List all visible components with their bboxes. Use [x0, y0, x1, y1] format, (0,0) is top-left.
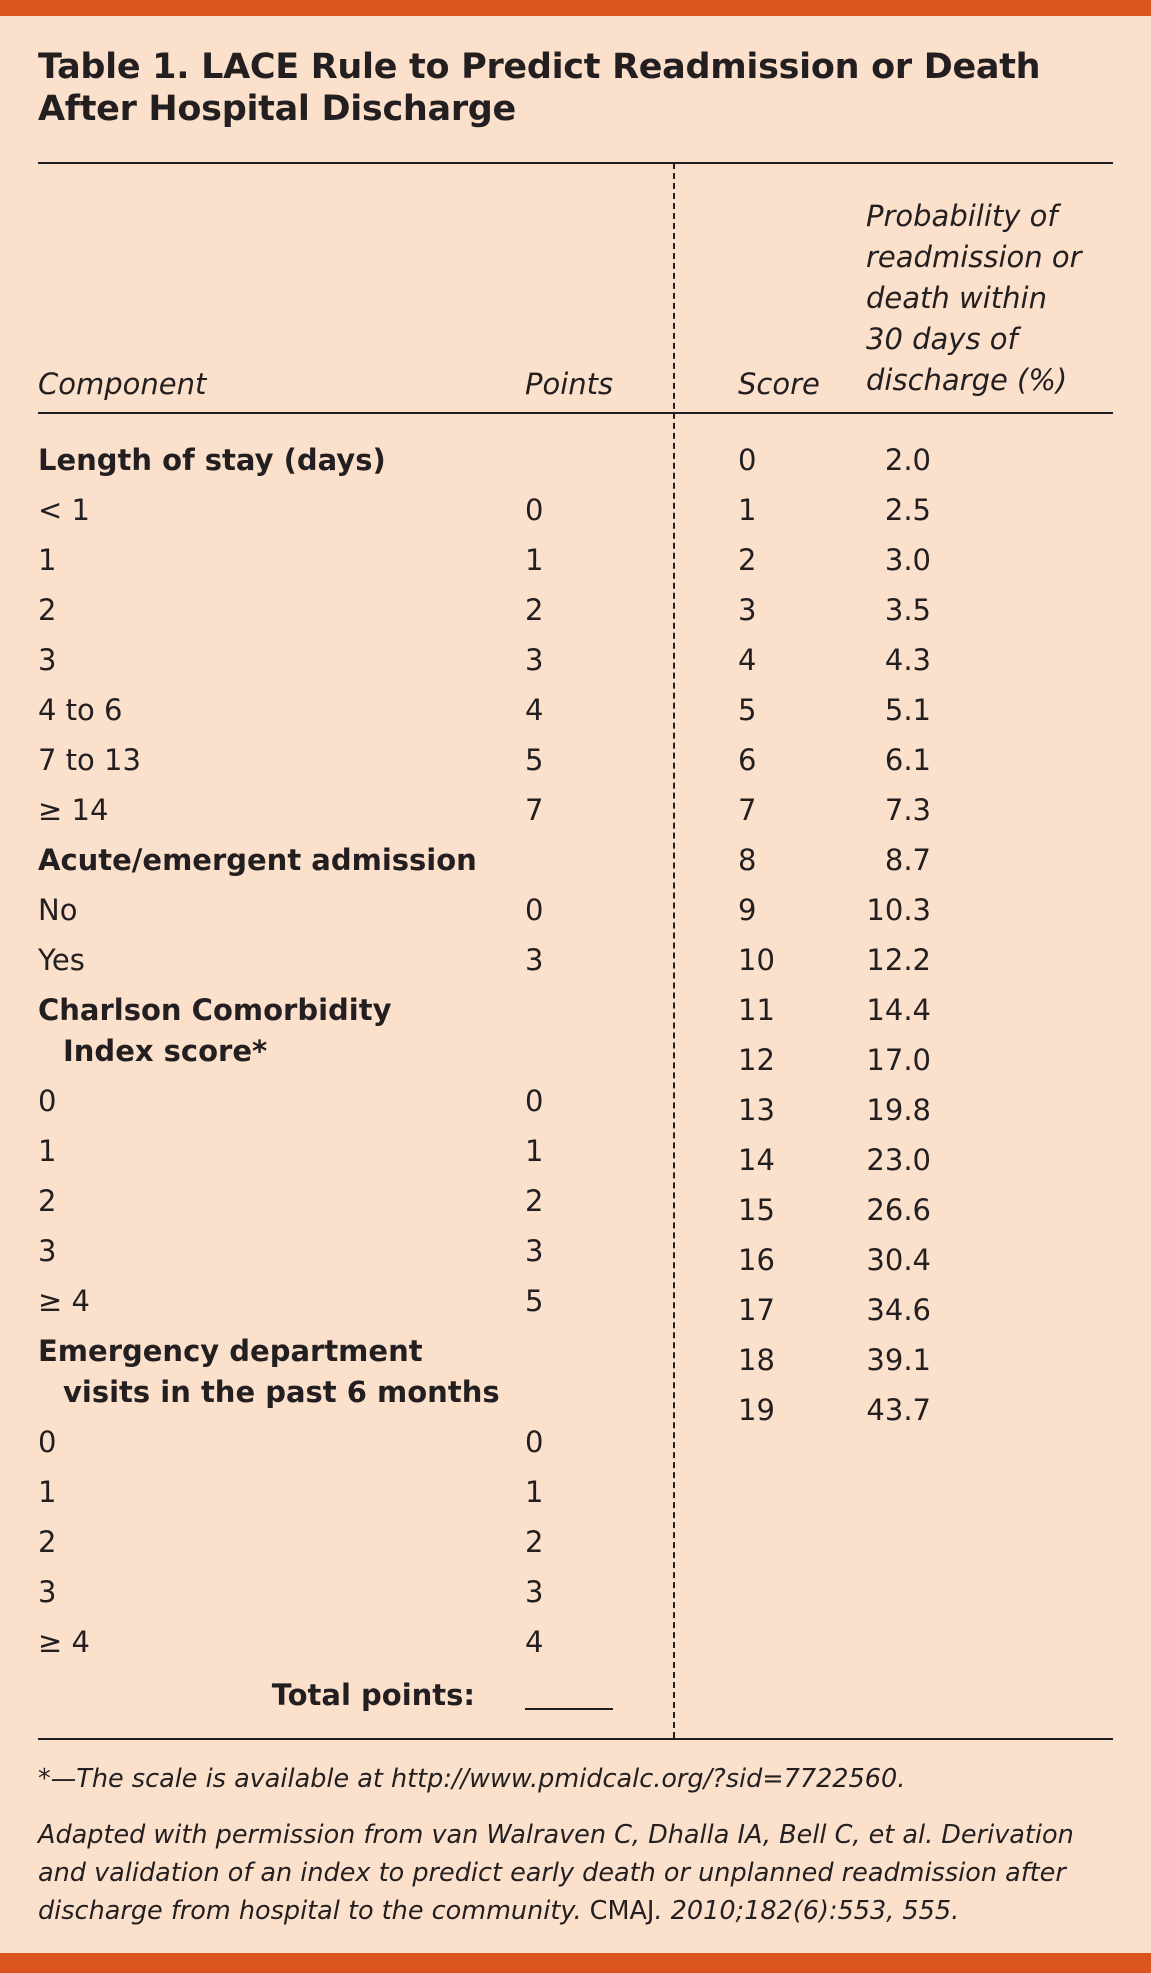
component-row [38, 1126, 638, 1176]
header-probability-line: discharge (%) [866, 363, 1068, 397]
score-value: 16 [738, 1243, 775, 1277]
component-points: 4 [525, 1625, 544, 1659]
component-points: 0 [525, 493, 544, 527]
component-points: 1 [525, 1475, 544, 1509]
component-label: < 1 [38, 493, 90, 527]
section-label: Length of stay (days) [38, 443, 386, 477]
score-value: 18 [738, 1343, 775, 1377]
component-label: 0 [38, 1084, 57, 1118]
section-label-line: Emergency department [38, 1334, 423, 1368]
component-points: 1 [525, 543, 544, 577]
column-divider [673, 163, 675, 1738]
component-points: 4 [525, 693, 544, 727]
probability-value: 5.1 [884, 693, 931, 727]
probability-value: 23.0 [866, 1143, 931, 1177]
component-label: 2 [38, 593, 57, 627]
probability-value: 7.3 [884, 793, 931, 827]
probability-value: 34.6 [866, 1293, 931, 1327]
score-row [738, 535, 1038, 585]
component-row [38, 585, 638, 635]
component-label: 1 [38, 1475, 57, 1509]
component-row [38, 1076, 638, 1126]
probability-value: 2.0 [884, 443, 931, 477]
score-value: 13 [738, 1093, 775, 1127]
score-value: 8 [738, 843, 757, 877]
score-row [738, 735, 1038, 785]
total-points-blank [525, 1708, 613, 1710]
component-points: 1 [525, 1134, 544, 1168]
footnote-source-text: Adapted with permission from van Walraven C, Dhalla IA, Bell C, et al. Derivation and validation of an index to predict early death or unplanned readmission after discharge from hospital to the community. [38, 1820, 1074, 1926]
component-row [38, 735, 638, 785]
component-label: 3 [38, 1234, 57, 1268]
component-row [38, 1417, 638, 1467]
component-label: Yes [38, 943, 85, 977]
score-value: 0 [738, 443, 757, 477]
score-row [738, 1085, 1038, 1135]
component-points: 7 [525, 793, 544, 827]
score-value: 1 [738, 493, 757, 527]
score-value: 4 [738, 643, 757, 677]
probability-value: 6.1 [884, 743, 931, 777]
component-points: 2 [525, 1525, 544, 1559]
probability-value: 17.0 [866, 1043, 931, 1077]
score-row [738, 1235, 1038, 1285]
component-row [38, 535, 638, 585]
header-probability-line: 30 days of [866, 322, 1018, 356]
footnote-source-citation: . 2010;182(6):553, 555. [654, 1896, 960, 1926]
score-row [738, 1335, 1038, 1385]
probability-value: 3.0 [884, 543, 931, 577]
probability-value: 43.7 [866, 1393, 931, 1427]
score-value: 7 [738, 793, 757, 827]
probability-value: 8.7 [884, 843, 931, 877]
component-points: 3 [525, 943, 544, 977]
probability-value: 39.1 [866, 1343, 931, 1377]
component-points: 3 [525, 1575, 544, 1609]
score-value: 11 [738, 993, 775, 1027]
probability-value: 10.3 [866, 893, 931, 927]
score-row [738, 685, 1038, 735]
top-accent-bar [0, 0, 1151, 16]
component-row [38, 785, 638, 835]
component-label: 1 [38, 1134, 57, 1168]
table-bottom-rule [38, 1738, 1113, 1740]
component-label: 2 [38, 1525, 57, 1559]
component-points: 0 [525, 1084, 544, 1118]
score-value: 6 [738, 743, 757, 777]
component-row [38, 485, 638, 535]
score-row [738, 885, 1038, 935]
header-probability-line: death within [866, 281, 1047, 315]
score-value: 12 [738, 1043, 775, 1077]
component-row [38, 1276, 638, 1326]
probability-value: 4.3 [884, 643, 931, 677]
component-label: 3 [38, 1575, 57, 1609]
section-label-line: Charlson Comorbidity [38, 993, 392, 1027]
header-probability-line: Probability of [866, 199, 1058, 233]
footnote-scale: *—The scale is available at http://www.pmidcalc.org/?sid=7722560. [38, 1764, 906, 1794]
score-value: 17 [738, 1293, 775, 1327]
component-points: 3 [525, 643, 544, 677]
probability-value: 3.5 [884, 593, 931, 627]
component-label: ≥ 14 [38, 793, 109, 827]
component-label: 1 [38, 543, 57, 577]
header-probability [866, 196, 1116, 401]
component-row [38, 1567, 638, 1617]
total-points-row [0, 1670, 625, 1720]
component-label: ≥ 4 [38, 1284, 90, 1318]
component-points: 3 [525, 1234, 544, 1268]
component-points: 2 [525, 1184, 544, 1218]
component-points: 0 [525, 893, 544, 927]
score-value: 9 [738, 893, 757, 927]
component-points: 0 [525, 1425, 544, 1459]
total-points-label: Total points: [271, 1678, 475, 1712]
component-label: No [38, 893, 78, 927]
probability-value: 26.6 [866, 1193, 931, 1227]
table-title: Table 1. LACE Rule to Predict Readmission or Death After Hospital Discharge [38, 47, 1041, 129]
score-value: 2 [738, 543, 757, 577]
component-row [38, 1517, 638, 1567]
score-row [738, 1385, 1038, 1435]
component-section-heading [38, 435, 638, 485]
component-section-heading [38, 1326, 638, 1408]
score-value: 15 [738, 1193, 775, 1227]
component-section-heading [38, 835, 638, 885]
component-label: 7 to 13 [38, 743, 141, 777]
score-value: 10 [738, 943, 775, 977]
component-row [38, 1226, 638, 1276]
footnote-source [38, 1816, 1118, 1930]
score-row [738, 1035, 1038, 1085]
score-value: 3 [738, 593, 757, 627]
header-score: Score [738, 367, 820, 401]
score-row [738, 585, 1038, 635]
component-points: 2 [525, 593, 544, 627]
score-row [738, 635, 1038, 685]
component-label: ≥ 4 [38, 1625, 90, 1659]
score-row [738, 1185, 1038, 1235]
probability-value: 12.2 [866, 943, 931, 977]
score-row [738, 785, 1038, 835]
component-label: 0 [38, 1425, 57, 1459]
header-top-rule [38, 162, 1113, 164]
section-label-line: Index score* [63, 1034, 268, 1068]
section-label [38, 1331, 500, 1413]
component-label: 4 to 6 [38, 693, 123, 727]
component-row [38, 1617, 638, 1667]
bottom-accent-bar [0, 1953, 1151, 1973]
score-row [738, 835, 1038, 885]
score-value: 14 [738, 1143, 775, 1177]
section-label-line: visits in the past 6 months [63, 1375, 500, 1409]
section-label [38, 990, 391, 1072]
component-points: 5 [525, 743, 544, 777]
component-row [38, 1467, 638, 1517]
component-section-heading [38, 985, 638, 1067]
component-label: 3 [38, 643, 57, 677]
component-points: 5 [525, 1284, 544, 1318]
component-row [38, 1176, 638, 1226]
component-row [38, 685, 638, 735]
score-row [738, 1285, 1038, 1335]
score-row [738, 1135, 1038, 1185]
component-label: 2 [38, 1184, 57, 1218]
probability-value: 19.8 [866, 1093, 931, 1127]
probability-value: 2.5 [884, 493, 931, 527]
probability-value: 14.4 [866, 993, 931, 1027]
probability-value: 30.4 [866, 1243, 931, 1277]
score-row [738, 985, 1038, 1035]
score-row [738, 935, 1038, 985]
score-value: 19 [738, 1393, 775, 1427]
header-component: Component [38, 367, 207, 401]
header-points: Points [525, 367, 614, 401]
footnote-journal: CMAJ [589, 1896, 655, 1926]
header-probability-line: readmission or [866, 240, 1082, 274]
component-row [38, 635, 638, 685]
score-value: 5 [738, 693, 757, 727]
section-label: Acute/emergent admission [38, 843, 477, 877]
score-row [738, 485, 1038, 535]
score-row [738, 435, 1038, 485]
component-row [38, 935, 638, 985]
header-bottom-rule [38, 412, 1113, 414]
component-row [38, 885, 638, 935]
